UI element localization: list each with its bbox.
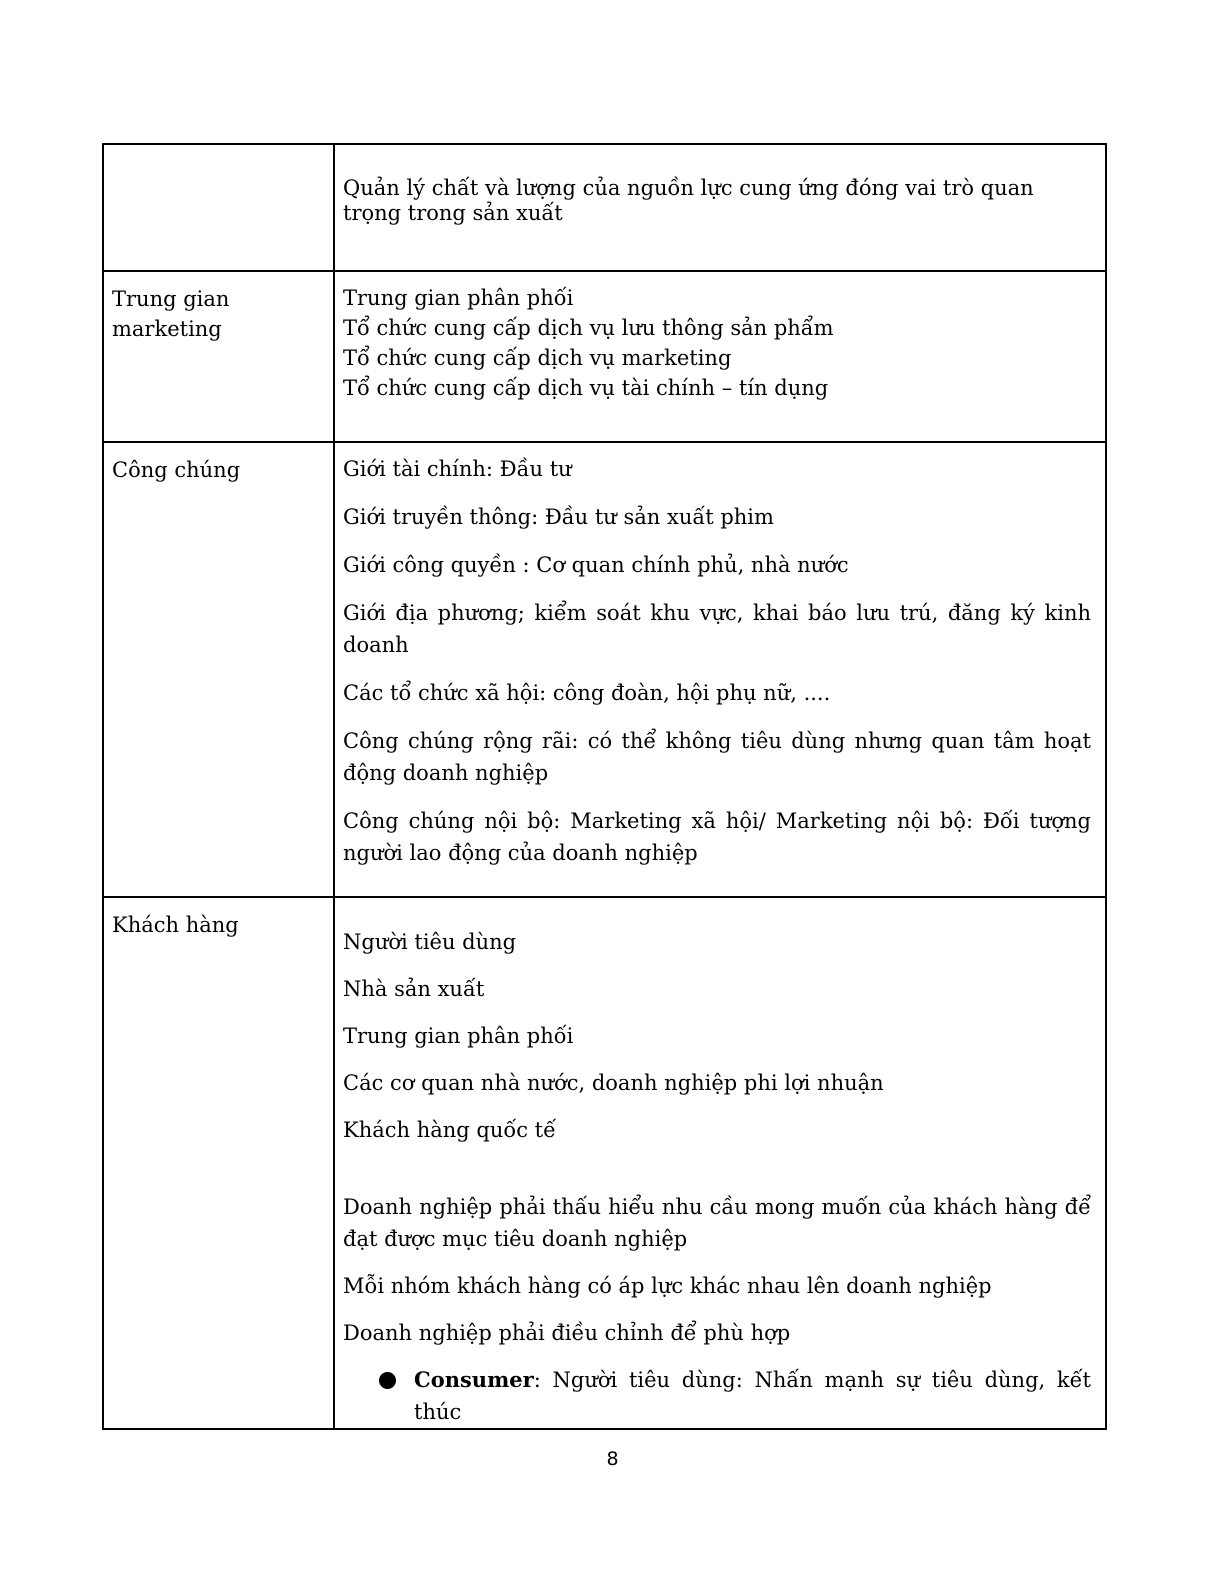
table-row-customers (103, 897, 1106, 1429)
content-line: Quản lý chất và lượng của nguồn lực cung ứng đóng vai trò quan trọng trong sản xuất (343, 176, 1034, 225)
content-line: Trung gian phân phối (343, 286, 574, 310)
bullet-item (379, 1364, 1091, 1428)
table-row-publics (103, 442, 1106, 897)
content-paragraph: Giới địa phương; kiểm soát khu vực, khai báo lưu trú, đăng ký kinh doanh (343, 601, 1091, 657)
row-content-cell (334, 442, 1106, 897)
content-line: Tổ chức cung cấp dịch vụ tài chính – tín dụng (343, 376, 829, 400)
row-label: Khách hàng (112, 913, 239, 937)
row-label-cell (103, 271, 334, 442)
content-paragraph: Công chúng nội bộ: Marketing xã hội/ Marketing nội bộ: Đối tượng người lao động của doanh nghiệp (343, 809, 1091, 865)
content-paragraph: Giới công quyền : Cơ quan chính phủ, nhà nước (343, 553, 849, 577)
bullet-icon (379, 1372, 396, 1389)
table-row-supply-quality (103, 144, 1106, 271)
row-content-cell (334, 271, 1106, 442)
page-number: 8 (606, 1448, 619, 1470)
row-label-cell (103, 442, 334, 897)
row-content-cell (334, 897, 1106, 1429)
row-content-cell (334, 144, 1106, 271)
spacer (343, 1161, 1091, 1191)
content-paragraph: Giới truyền thông: Đầu tư sản xuất phim (343, 505, 774, 529)
bullet-description: : Người tiêu dùng: Nhấn mạnh sự tiêu dùng, kết thúc (414, 1368, 1091, 1424)
content-paragraph: Doanh nghiệp phải thấu hiểu nhu cầu mong muốn của khách hàng để đạt được mục tiêu doanh nghiệp (343, 1195, 1091, 1251)
content-paragraph: Các cơ quan nhà nước, doanh nghiệp phi lợi nhuận (343, 1071, 884, 1095)
content-paragraph: Nhà sản xuất (343, 977, 485, 1001)
content-paragraph: Người tiêu dùng (343, 930, 517, 954)
bullet-term: Consumer (414, 1367, 534, 1392)
content-paragraph: Doanh nghiệp phải điều chỉnh để phù hợp (343, 1321, 791, 1345)
table-row-marketing-intermediaries (103, 271, 1106, 442)
row-label-cell (103, 144, 334, 271)
content-paragraph: Công chúng rộng rãi: có thể không tiêu dùng nhưng quan tâm hoạt động doanh nghiệp (343, 729, 1091, 785)
row-label (104, 145, 333, 157)
row-label: Công chúng (112, 458, 241, 482)
bullet-text (414, 1364, 1091, 1428)
content-line: Tổ chức cung cấp dịch vụ marketing (343, 346, 732, 370)
row-label: Trung gian marketing (112, 287, 230, 341)
content-paragraph: Giới tài chính: Đầu tư (343, 457, 572, 481)
content-paragraph: Trung gian phân phối (343, 1024, 574, 1048)
content-paragraph: Mỗi nhóm khách hàng có áp lực khác nhau lên doanh nghiệp (343, 1274, 992, 1298)
content-line: Tổ chức cung cấp dịch vụ lưu thông sản phẩm (343, 316, 834, 340)
content-table (102, 143, 1107, 1430)
row-label-cell (103, 897, 334, 1429)
content-paragraph: Khách hàng quốc tế (343, 1118, 556, 1142)
content-paragraph: Các tổ chức xã hội: công đoàn, hội phụ nữ, .... (343, 681, 831, 705)
